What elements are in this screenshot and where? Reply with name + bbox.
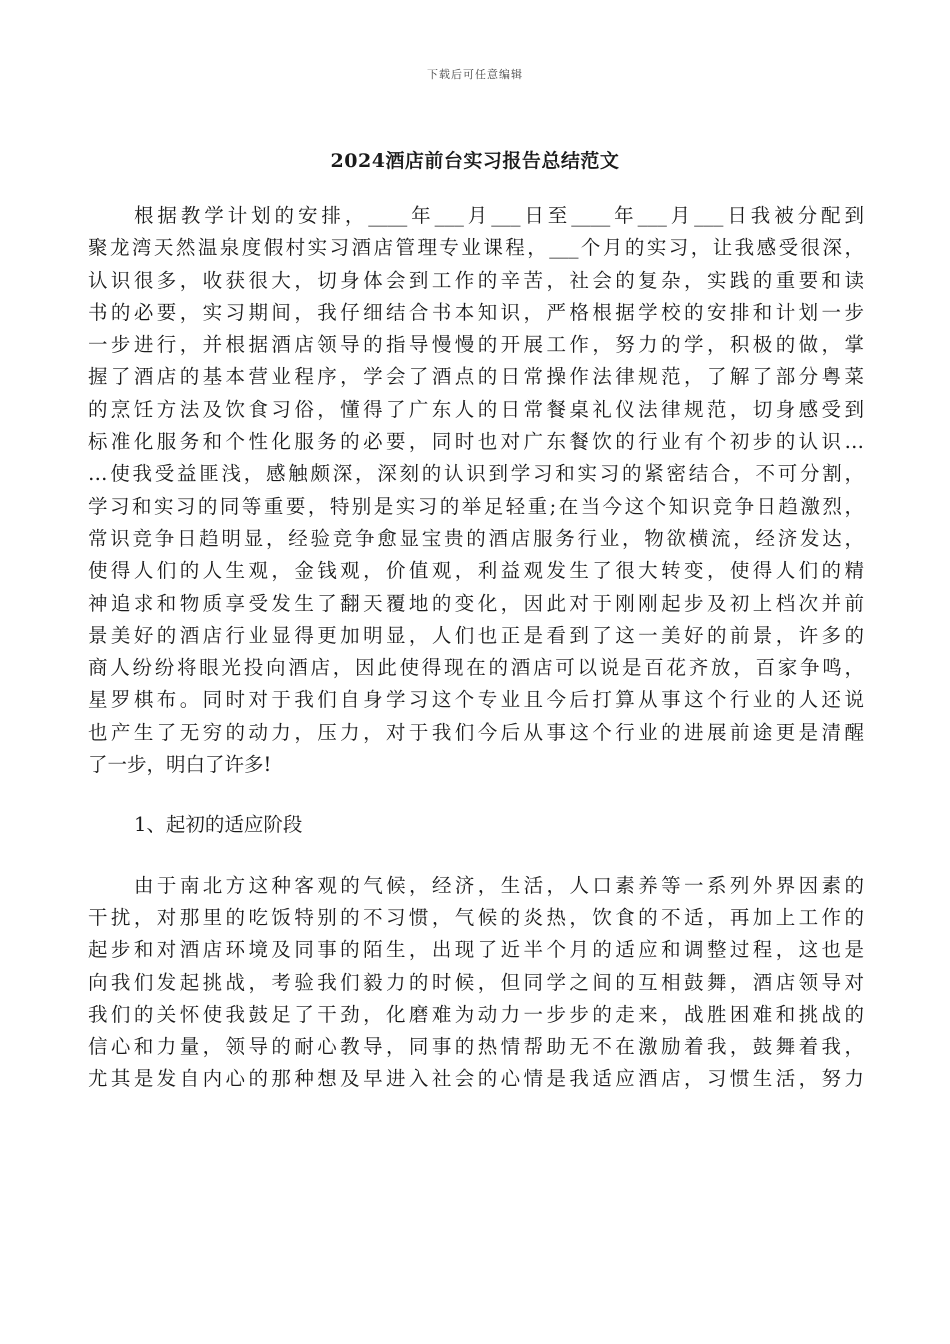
text-line: 使得人们的人生观，金钱观，价值观，利益观发生了很大转变，使得人们的精 — [88, 559, 864, 583]
text-line: 景美好的酒店行业显得更加明显，人们也正是看到了这一美好的前景，许多的 — [88, 623, 864, 647]
paragraph-gap — [88, 781, 864, 809]
text-line: 了一步，明白了许多! — [88, 753, 272, 777]
text-line: 常识竞争日趋明显，经验竞争愈显宝贵的酒店服务行业，物欲横流，经济发达， — [88, 526, 864, 550]
text-line: 我们的关怀使我鼓足了干劲，化磨难为动力一步步的走来，战胜困难和挑战的 — [88, 1002, 864, 1026]
paragraph-gap — [88, 842, 864, 870]
text-line: 信心和力量，领导的耐心教导，同事的热情帮助无不在激励着我，鼓舞着我， — [88, 1035, 864, 1059]
text-line: 的烹饪方法及饮食习俗，懂得了广东人的日常餐桌礼仪法律规范，切身感受到 — [88, 397, 864, 421]
text-line: 起步和对酒店环境及同事的陌生，出现了近半个月的适应和调整过程，这也是 — [88, 938, 864, 962]
text-line: 一步进行，并根据酒店领导的指导慢慢的开展工作，努力的学，积极的做，掌 — [88, 333, 864, 357]
text-line: 也产生了无穷的动力，压力，对于我们今后从事这个行业的进展前途更是清醒 — [88, 720, 864, 744]
text-line: 由于南北方这种客观的气候，经济，生活，人口素养等一系列外界因素的 — [134, 873, 864, 897]
text-line: 书的必要，实习期间，我仔细结合书本知识，严格根据学校的安排和计划一步 — [88, 300, 864, 324]
text-line: 学习和实习的同等重要，特别是实习的举足轻重;在当今这个知识竞争日趋激烈， — [88, 494, 864, 518]
document-body — [88, 200, 864, 1096]
text-line: 标准化服务和个性化服务的必要，同时也对广东餐饮的行业有个初步的认识… — [88, 430, 864, 454]
header-note: 下载后可任意编辑 — [427, 68, 523, 81]
text-line: 商人纷纷将眼光投向酒店，因此使得现在的酒店可以说是百花齐放，百家争鸣， — [88, 656, 864, 680]
paragraph-1 — [88, 200, 864, 781]
text-line: 握了酒店的基本营业程序，学会了酒点的日常操作法律规范，了解了部分粤菜 — [88, 365, 864, 389]
text-line: 根据教学计划的安排，____年___月___日至____年___月___日我被分配到 — [134, 204, 864, 227]
text-line: 干扰，对那里的吃饭特别的不习惯，气候的炎热，饮食的不适，再加上工作的 — [88, 905, 864, 929]
text-line: …使我受益匪浅，感触颇深，深刻的认识到学习和实习的紧密结合，不可分割， — [88, 462, 864, 486]
text-line: 向我们发起挑战，考验我们毅力的时候，但同学之间的互相鼓舞，酒店领导对 — [88, 970, 864, 994]
text-line: 尤其是发自内心的那种想及早进入社会的心情是我适应酒店，习惯生活，努力 — [88, 1067, 864, 1091]
text-line: 星罗棋布。同时对于我们自身学习这个专业且今后打算从事这个行业的人还说 — [88, 688, 864, 712]
paragraph-2 — [88, 870, 864, 1096]
section-heading: 1、起初的适应阶段 — [134, 813, 303, 837]
document-title: 2024酒店前台实习报告总结范文 — [330, 150, 620, 172]
text-line: 认识很多，收获很大，切身体会到工作的辛苦，社会的复杂，实践的重要和读 — [88, 268, 864, 292]
text-line: 聚龙湾天然温泉度假村实习酒店管理专业课程，___个月的实习，让我感受很深， — [88, 236, 864, 260]
text-line: 神追求和物质享受发生了翻天覆地的变化，因此对于刚刚起步及初上档次并前 — [88, 591, 864, 615]
